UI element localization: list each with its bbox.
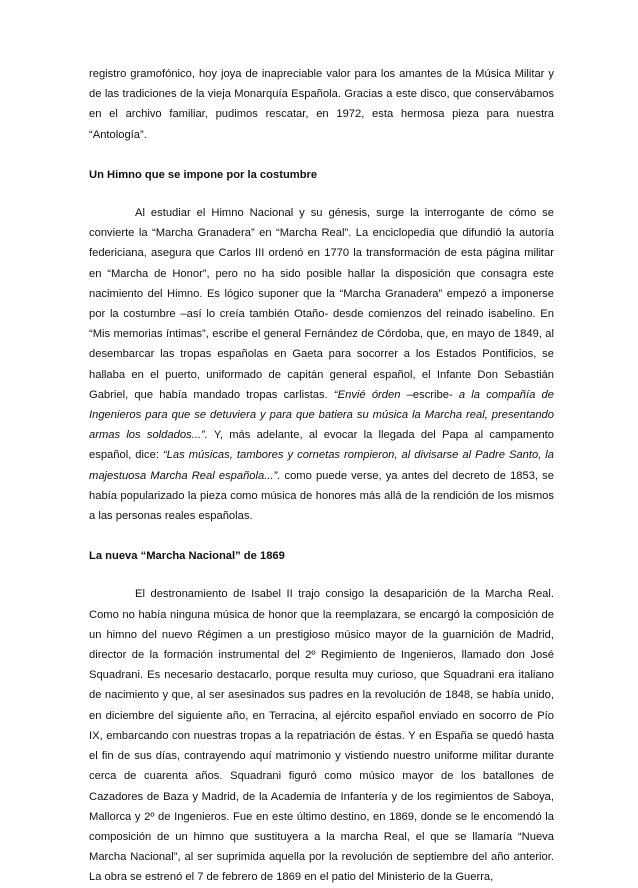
text-run: –escribe- [400,388,459,401]
spacer [89,145,554,165]
spacer [89,526,554,546]
text-run: Y, más adelante, al evocar la llegada del Papa al campamento español, dice: [89,429,554,462]
spacer [89,185,554,203]
italic-quote: “Envié órden [333,388,401,401]
section-heading-costumbre: Un Himno que se impone por la costumbre [89,168,318,181]
paragraph-intro: registro gramofónico, hoy joya de inapreciable valor para los amantes de la Música Militar y de las tradiciones de la vieja Monarquía Española. Gracias a este disco, que conservábamos en el archivo familiar, pudimos rescatar, en 1972, esta hermosa pieza para nuestra “Antología”. [89,68,554,141]
italic-quote: “Las músicas, tambores y cornetas rompieron, al divisarse al Padre Santo, la majestuosa Marcha Real española...”. [89,449,554,482]
section-heading-marcha-nacional: La nueva “Marcha Nacional” de 1869 [89,550,285,563]
spacer [89,566,554,584]
italic-quote: a la compañía de Ingenieros para que se detuviera y para que batiera su música la Marcha real, presentando armas los soldados...”. [89,388,554,442]
text-run: como puede verse, ya antes del decreto de 1853, se había popularizado la pieza como música de honores más allá de la rendición de los mismos a las personas reales españolas. [89,469,554,523]
paragraph-costumbre [89,203,554,526]
text-run: Al estudiar el Himno Nacional y su génesis, surge la interrogante de cómo se convierte la “Marcha Granadera” en “Marcha Real”. La enciclopedia que difundió la autoría federiciana, asegura que Carlos III ordenó en 1770 la transformación de esta página militar en “Marcha de Honor”, pero no ha sido posible hallar la disposición que consagra este nacimiento del Himno. Es lógico suponer que la “Marcha Granadera” empezó a imponerse por la costumbre –así lo creía también Otaño- desde comienzos del reinado isabelino. En “Mis memorias íntimas”, escribe el general Fernández de Córdoba, que, en mayo de 1849, al desembarcar las tropas españolas en Gaeta para socorrer a los Estados Pontificios, se hallaba en el puerto, uniformado de capitán general español, el Infante Don Sebastián Gabriel, que había mandado tropas carlistas. [89,207,554,401]
paragraph-marcha-nacional: El destronamiento de Isabel II trajo consigo la desaparición de la Marcha Real. Como no había ninguna música de honor que la reemplazara, se encargó la composición de un himno del nuevo Régimen a un prestigioso músico mayor de la guarnición de Madrid, director de la formación instrumental del 2º Regimiento de Ingenieros, llamado don José Squadrani. Es necesario destacarlo, porque resulta muy curioso, que Squadrani era italiano de nacimiento y que, al ser asesinados sus padres en la revolución de 1848, se había unido, en diciembre del siguiente año, en Terracina, al ejército español enviado en socorro de Pío IX, embarcando con nuestras tropas a la repatriación de éstas. Y en España se quedó hasta el fin de sus días, contrayendo aquí matrimonio y vistiendo nuestro uniforme militar durante cerca de cuarenta años. Squadrani figuró como músico mayor de los batallones de Cazadores de Baza y Madrid, de la Academia de Infantería y de los regimientos de Saboya, Mallorca y 2º de Ingenieros. Fue en este último destino, en 1869, donde se le encomendó la composición de un himno que sustituyera a la marcha Real, el que se llamaría “Nueva Marcha Nacional”, al ser suprimida aquella por la revolución de septiembre del año anterior. La obra se estrenó el 7 de febrero de 1869 en el patio del Ministerio de la Guerra, [89,588,554,884]
